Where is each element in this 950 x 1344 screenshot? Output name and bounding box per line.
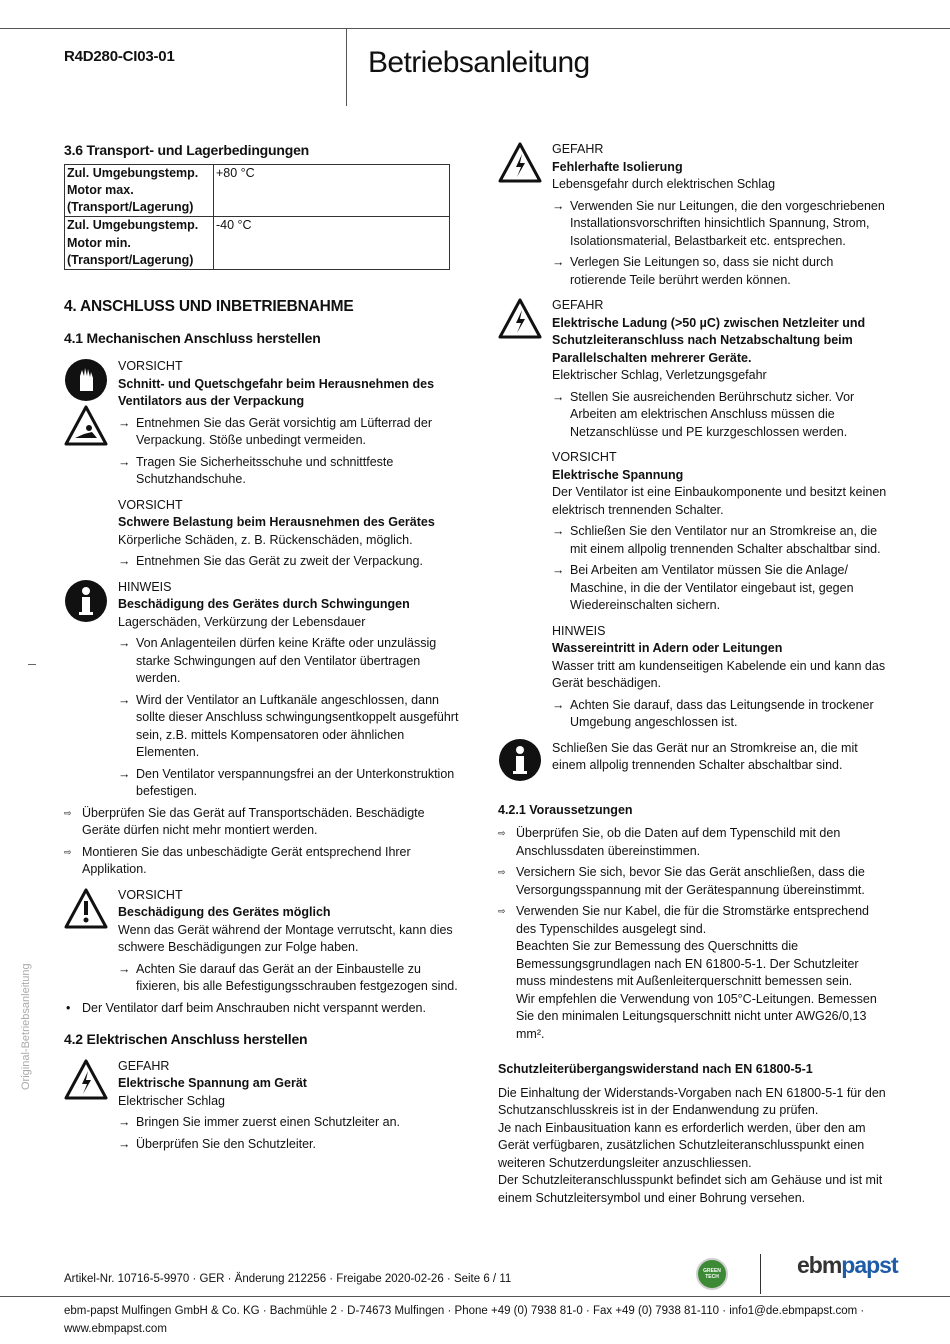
table-value: -40 °C <box>214 217 450 270</box>
notice-text: Lagerschäden, Verkürzung der Lebensdauer <box>118 614 366 629</box>
step-item: → Entnehmen Sie das Gerät vorsichtig am Lüfterrad der Verpackung. Stöße unbedingt vermeiden. <box>118 415 432 448</box>
step-item: → Den Ventilator verspannungsfrei an der Unterkonstruktion befestigen. <box>118 766 455 799</box>
check-item: ⇨ Überprüfen Sie, ob die Daten auf dem Typenschild mit den Anschlussdaten übereinstimmen. <box>498 826 841 858</box>
pe-heading: Schutzleiterübergangswiderstand nach EN 61800-5-1 <box>498 1062 813 1076</box>
info-note-text: Schließen Sie das Gerät nur an Stromkreise an, die mit einem allpolig trennenden Schalter abschaltbar sind. <box>552 740 858 772</box>
arrow-icon: → <box>552 563 565 577</box>
arrow-icon: → <box>118 766 131 781</box>
left-column <box>64 142 459 1153</box>
step-item: → Bei Arbeiten am Ventilator müssen Sie die Anlage/ Maschine, in die der Ventilator eingebaut ist, gegen Wiedereinschalten sichern. <box>552 563 854 612</box>
header-separator <box>346 28 347 106</box>
notice-label: HINWEIS <box>552 623 606 638</box>
footer-company: ebm-papst Mulfingen GmbH & Co. KG · Bachmühle 2 · D-74673 Mulfingen · Phone +49 (0) 7938 81-0 · Fax +49 (0) 7938 81-110 · info1@de.ebmpapst.com · www.ebmpapst.com <box>64 1305 865 1335</box>
arrow-icon: → <box>118 636 131 651</box>
notice-text: Wasser tritt am kundenseitigen Kabelende ein und kann das Gerät beschädigen. <box>552 658 886 690</box>
step-item: → Von Anlagenteilen dürfen keine Kräfte oder unzulässig starke Schwingungen auf den Ventilator übertragen werden. <box>118 636 437 686</box>
check-detail: Beachten Sie zur Bemessung des Querschnitts die Bemessungsgrundlagen nach EN 61800-5-1. Der Schutzleiter muss mindestens mit Außenleiterquerschnitt bemessen sein. <box>516 939 859 988</box>
pe-paragraph: Die Einhaltung der Widerstands-Vorgaben nach EN 61800-5-1 für den Schutzanschlusskreis ist in der Endanwendung zu prüfen. <box>498 1085 886 1117</box>
seal-text: GREEN TECH <box>703 1268 721 1280</box>
step-item: → Verwenden Sie nur Leitungen, die den vorgeschriebenen Installationsvorschriften hinsichtlich Spannung, Strom, Isolationsmaterial, Belastbarkeit etc. entsprechen. <box>552 198 885 248</box>
info-icon <box>498 738 542 782</box>
danger-label: GEFAHR <box>118 1058 170 1073</box>
caution-title: Schnitt- und Quetschgefahr beim Herausnehmen des Ventilators aus der Verpackung <box>118 376 435 409</box>
danger-text: Lebensgefahr durch elektrischen Schlag <box>552 177 776 191</box>
danger-insulation-block <box>498 141 888 289</box>
check-arrow-icon: ⇨ <box>64 807 72 818</box>
ebmpapst-logo: ebmpapst <box>797 1252 898 1278</box>
table-key: Zul. Umgebungstemp. Motor min. (Transport/Lagerung) <box>65 217 214 270</box>
step-item: → Bringen Sie immer zuerst einen Schutzleiter an. <box>118 1114 459 1132</box>
notice-vibration-block <box>64 579 459 801</box>
check-arrow-icon: ⇨ <box>498 906 506 916</box>
step-item: → Stellen Sie ausreichenden Berührschutz sicher. Vor Arbeiten am elektrischen Anschluss müssen die Netzanschlüsse und PE kurzgeschlossen werden. <box>552 389 855 439</box>
caution-voltage-block <box>498 449 888 615</box>
pe-paragraph: Je nach Einbausituation kann es erforderlich werden, über den am Gerät verfügbaren, zusätzlichen Schutzleiteranschlusspunkt einen weiteren Schutzerdungsleiter anzuschliessen. <box>498 1120 866 1170</box>
step-item: → Wird der Ventilator an Luftkanäle angeschlossen, dann sollte dieser Anschluss schwingungsentkoppelt ausgeführt sein, z.B. mittels Kompensatoren oder ähnlichen Elementen. <box>118 692 459 760</box>
section-4-heading: 4. ANSCHLUSS UND INBETRIEBNAHME <box>64 298 354 316</box>
check-item: ⇨ Überprüfen Sie das Gerät auf Transportschäden. Beschädigte Geräte dürfen nicht mehr montiert werden. <box>64 805 425 838</box>
arrow-icon: → <box>552 524 565 538</box>
step-item: → Achten Sie darauf das Gerät an der Einbaustelle zu fixieren, bis alle Befestigungsschrauben festgezogen sind. <box>118 961 458 994</box>
check-arrow-icon: ⇨ <box>64 846 72 857</box>
sidebar-text: Original-Betriebsanleitung <box>20 963 32 1090</box>
caution-cut-block <box>64 358 459 489</box>
caution-label: VORSICHT <box>118 359 183 374</box>
header-rule <box>0 28 950 29</box>
caution-title: Beschädigung des Gerätes möglich <box>118 905 331 920</box>
caution-label: VORSICHT <box>118 887 183 902</box>
right-column <box>498 141 888 1207</box>
check-item: ⇨ Versichern Sie sich, bevor Sie das Gerät anschließen, dass die Versorgungsspannung mit der Gerätespannung übereinstimmt. <box>498 865 865 897</box>
bullet-item: • Der Ventilator darf beim Anschrauben nicht verspannt werden. <box>64 1000 459 1018</box>
arrow-icon: → <box>118 692 131 707</box>
warning-triangle-icon <box>64 887 108 931</box>
danger-title: Fehlerhafte Isolierung <box>552 159 683 174</box>
table-row <box>65 217 450 270</box>
footer-rule <box>0 1296 950 1297</box>
arrow-icon: → <box>118 454 131 469</box>
caution-title: Elektrische Spannung <box>552 467 684 482</box>
section-4-2-heading: 4.2 Elektrischen Anschluss herstellen <box>64 1031 308 1048</box>
step-item: → Überprüfen Sie den Schutzleiter. <box>118 1136 459 1154</box>
danger-text: Elektrischer Schlag, Verletzungsgefahr <box>552 368 767 382</box>
step-item: → Verlegen Sie Leitungen so, dass sie nicht durch rotierende Teile berührt werden können. <box>552 255 834 287</box>
electric-hazard-icon <box>64 1058 108 1102</box>
margin-mark <box>28 664 36 665</box>
notice-water-block <box>498 623 888 732</box>
danger-title: Elektrische Spannung am Gerät <box>118 1076 307 1091</box>
gloves-icon <box>64 358 108 402</box>
danger-charge-block <box>498 297 888 441</box>
danger-label: GEFAHR <box>552 142 604 156</box>
check-arrow-icon: ⇨ <box>498 867 506 877</box>
caution-label: VORSICHT <box>118 497 183 512</box>
electric-hazard-icon <box>498 141 542 185</box>
bullet-icon: • <box>66 1000 71 1015</box>
caution-text: Wenn das Gerät während der Montage verrutscht, kann dies schwere Beschädigungen zur Folge haben. <box>118 922 453 955</box>
notice-label: HINWEIS <box>118 579 172 594</box>
check-detail: Wir empfehlen die Verwendung von 105°C-Leitungen. Bemessen Sie den minimalen Leitungsquerschnitt nicht unter AWG26/0,13 mm². <box>516 991 877 1041</box>
check-item: ⇨ Verwenden Sie nur Kabel, die für die Stromstärke entsprechend des Typenschildes ausgelegt sind. Beachten Sie zur Bemessung des Querschnitts die Bemessungsgrundlagen nach EN 61800-5-1. Der Schutzleiter muss mindestens mit Außenleiterquerschnitt bemessen sein. Wir empfehlen die Verwendung von 105°C-Leitungen. Bemessen Sie den minimalen Leitungsquerschnitt nicht unter AWG26/0,13 mm². <box>498 903 888 1043</box>
section-3-6-heading: 3.6 Transport- und Lagerbedingungen <box>64 142 310 158</box>
danger-text: Elektrischer Schlag <box>118 1093 225 1108</box>
step-item: → Schließen Sie den Ventilator nur an Stromkreise an, die mit einem allpolig trennenden Schalter abschaltbar sind. <box>552 524 881 556</box>
caution-damage-block <box>64 887 459 996</box>
caution-text: Der Ventilator ist eine Einbaukomponente und besitzt keinen elektrisch trennenden Schalter. <box>552 485 887 517</box>
transport-table <box>64 164 450 271</box>
greentech-seal-icon <box>696 1258 728 1290</box>
footer-article: Artikel-Nr. 10716-5-9970 · GER · Änderung 212256 · Freigabe 2020-02-26 · Seite 6 / 11 <box>64 1273 512 1285</box>
arrow-icon: → <box>552 389 565 404</box>
table-value: +80 °C <box>214 164 450 217</box>
crush-warning-icon <box>64 404 108 448</box>
logo-separator <box>760 1254 761 1294</box>
table-key: Zul. Umgebungstemp. Motor max. (Transport/Lagerung) <box>65 164 214 217</box>
arrow-icon: → <box>118 1136 131 1151</box>
notice-title: Wassereintritt in Adern oder Leitungen <box>552 641 783 655</box>
document-title: Betriebsanleitung <box>368 46 590 79</box>
info-note-block <box>498 740 888 784</box>
step-item: → Entnehmen Sie das Gerät zu zweit der Verpackung. <box>118 553 459 571</box>
danger-voltage-block <box>64 1058 459 1154</box>
arrow-icon: → <box>552 697 565 712</box>
danger-title: Elektrische Ladung (>50 µC) zwischen Netzleiter und Schutzleiteranschluss nach Netzabschaltung beim Parallelschalten mehrerer Geräte. <box>552 315 866 365</box>
document-id: R4D280-CI03-01 <box>64 48 175 65</box>
table-row <box>65 164 450 217</box>
danger-label: GEFAHR <box>552 298 604 312</box>
caution-title: Schwere Belastung beim Herausnehmen des Gerätes <box>118 515 435 530</box>
arrow-icon: → <box>118 1115 131 1130</box>
arrow-icon: → <box>552 198 565 213</box>
caution-text: Körperliche Schäden, z. B. Rückenschäden, möglich. <box>118 532 413 547</box>
check-arrow-icon: ⇨ <box>498 828 506 838</box>
caution-load-block <box>64 497 459 571</box>
electric-hazard-icon <box>498 297 542 341</box>
arrow-icon: → <box>118 554 131 569</box>
step-item: → Tragen Sie Sicherheitsschuhe und schnittfeste Schutzhandschuhe. <box>118 454 394 487</box>
arrow-icon: → <box>118 415 131 430</box>
step-item: → Achten Sie darauf, dass das Leitungsende in trockener Umgebung angeschlossen ist. <box>552 697 874 729</box>
section-4-1-heading: 4.1 Mechanischen Anschluss herstellen <box>64 329 321 346</box>
section-4-2-1-heading: 4.2.1 Voraussetzungen <box>498 802 633 817</box>
check-item: ⇨ Montieren Sie das unbeschädigte Gerät entsprechend Ihrer Applikation. <box>64 844 411 877</box>
arrow-icon: → <box>118 961 131 976</box>
caution-label: VORSICHT <box>552 450 617 464</box>
arrow-icon: → <box>552 255 565 269</box>
info-icon <box>64 579 108 623</box>
pe-paragraph: Der Schutzleiteranschlusspunkt befindet sich am Gehäuse und ist mit einem Schutzleitersymbol und einer Bohrung versehen. <box>498 1173 883 1205</box>
notice-title: Beschädigung des Gerätes durch Schwingungen <box>118 597 410 612</box>
